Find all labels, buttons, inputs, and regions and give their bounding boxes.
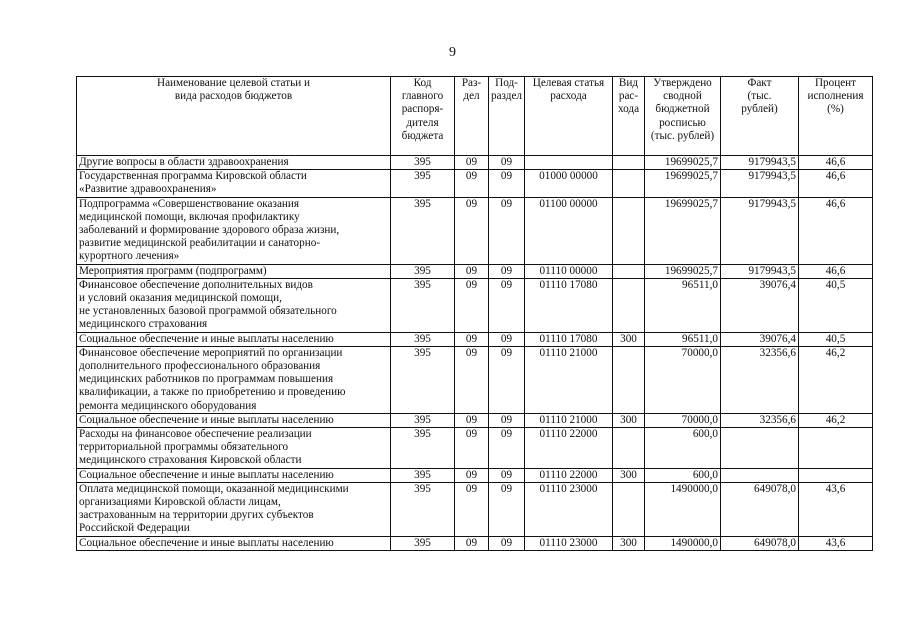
cell-code: 395	[391, 428, 455, 469]
cell-name: Социальное обеспечение и иные выплаты населению	[77, 536, 391, 550]
cell-name: Социальное обеспечение и иные выплаты населению	[77, 468, 391, 482]
cell-expense-type: 300	[613, 468, 645, 482]
cell-expense-type	[613, 197, 645, 264]
cell-target-item: 01110 23000	[525, 482, 613, 536]
cell-expense-type	[613, 482, 645, 536]
cell-expense-type	[613, 278, 645, 332]
cell-fact	[721, 428, 799, 469]
cell-percent: 40,5	[799, 278, 873, 332]
header-target-item: Целевая статья расхода	[525, 77, 613, 156]
cell-expense-type	[613, 170, 645, 197]
cell-percent: 46,6	[799, 197, 873, 264]
table-row	[77, 170, 873, 197]
page-number: 9	[449, 45, 456, 60]
header-approved: Утверждено сводной бюджетной росписью (тыс. рублей)	[645, 77, 721, 156]
cell-name: Другие вопросы в области здравоохранения	[77, 156, 391, 170]
cell-subsection: 09	[489, 197, 525, 264]
cell-code: 395	[391, 482, 455, 536]
table-row	[77, 156, 873, 170]
cell-expense-type	[613, 428, 645, 469]
cell-name: Расходы на финансовое обеспечение реализации территориальной программы обязательного медицинского страхования Кировской области	[77, 428, 391, 469]
table-row	[77, 346, 873, 413]
cell-expense-type	[613, 346, 645, 413]
cell-approved: 70000,0	[645, 413, 721, 427]
header-name: Наименование целевой статьи и вида расходов бюджетов	[77, 77, 391, 156]
cell-code: 395	[391, 278, 455, 332]
cell-fact: 32356,6	[721, 346, 799, 413]
cell-target-item: 01110 22000	[525, 428, 613, 469]
cell-name: Финансовое обеспечение дополнительных видов и условий оказания медицинской помощи, не установленных базовой программой обязательного медицинского страхования	[77, 278, 391, 332]
cell-fact: 9179943,5	[721, 264, 799, 278]
cell-expense-type: 300	[613, 413, 645, 427]
cell-percent: 40,5	[799, 332, 873, 346]
cell-target-item: 01110 00000	[525, 264, 613, 278]
cell-section: 09	[455, 346, 489, 413]
table-row	[77, 413, 873, 427]
cell-percent: 46,2	[799, 413, 873, 427]
cell-percent	[799, 468, 873, 482]
cell-fact: 649078,0	[721, 536, 799, 550]
cell-subsection: 09	[489, 170, 525, 197]
table-row	[77, 536, 873, 550]
cell-name: Социальное обеспечение и иные выплаты населению	[77, 413, 391, 427]
cell-fact: 32356,6	[721, 413, 799, 427]
table-row	[77, 332, 873, 346]
cell-target-item: 01110 22000	[525, 468, 613, 482]
cell-section: 09	[455, 156, 489, 170]
cell-name: Подпрограмма «Совершенствование оказания медицинской помощи, включая профилактику заболеваний и формирование здорового образа жизни, развитие медицинской реабилитации и санаторно- курортного лечения»	[77, 197, 391, 264]
cell-target-item: 01110 17080	[525, 332, 613, 346]
cell-approved: 96511,0	[645, 278, 721, 332]
cell-section: 09	[455, 264, 489, 278]
cell-subsection: 09	[489, 413, 525, 427]
cell-percent: 46,6	[799, 156, 873, 170]
table-row	[77, 264, 873, 278]
cell-subsection: 09	[489, 468, 525, 482]
cell-approved: 19699025,7	[645, 264, 721, 278]
cell-fact: 649078,0	[721, 482, 799, 536]
cell-subsection: 09	[489, 482, 525, 536]
cell-fact	[721, 468, 799, 482]
cell-code: 395	[391, 332, 455, 346]
cell-subsection: 09	[489, 346, 525, 413]
cell-approved: 19699025,7	[645, 170, 721, 197]
budget-table	[76, 76, 873, 551]
cell-target-item: 01000 00000	[525, 170, 613, 197]
cell-approved: 19699025,7	[645, 156, 721, 170]
cell-code: 395	[391, 197, 455, 264]
cell-fact: 39076,4	[721, 278, 799, 332]
cell-fact: 39076,4	[721, 332, 799, 346]
cell-expense-type: 300	[613, 536, 645, 550]
cell-section: 09	[455, 482, 489, 536]
cell-fact: 9179943,5	[721, 156, 799, 170]
table-row	[77, 482, 873, 536]
cell-target-item: 01110 21000	[525, 346, 613, 413]
cell-subsection: 09	[489, 156, 525, 170]
cell-approved: 70000,0	[645, 346, 721, 413]
cell-code: 395	[391, 264, 455, 278]
header-subsection: Под- раздел	[489, 77, 525, 156]
cell-code: 395	[391, 156, 455, 170]
cell-approved: 96511,0	[645, 332, 721, 346]
cell-subsection: 09	[489, 264, 525, 278]
cell-name: Оплата медицинской помощи, оказанной медицинскими организациями Кировской области лицам, застрахованным на территории других субъектов Российской Федерации	[77, 482, 391, 536]
cell-subsection: 09	[489, 278, 525, 332]
table-row	[77, 278, 873, 332]
cell-target-item	[525, 156, 613, 170]
cell-approved: 600,0	[645, 428, 721, 469]
cell-target-item: 01110 21000	[525, 413, 613, 427]
cell-approved: 600,0	[645, 468, 721, 482]
table-row	[77, 197, 873, 264]
cell-section: 09	[455, 468, 489, 482]
cell-subsection: 09	[489, 428, 525, 469]
header-row	[77, 77, 873, 156]
cell-percent: 43,6	[799, 536, 873, 550]
cell-name: Социальное обеспечение и иные выплаты населению	[77, 332, 391, 346]
cell-approved: 1490000,0	[645, 482, 721, 536]
cell-subsection: 09	[489, 536, 525, 550]
cell-percent: 46,6	[799, 170, 873, 197]
cell-name: Государственная программа Кировской области «Развитие здравоохранения»	[77, 170, 391, 197]
cell-target-item: 01100 00000	[525, 197, 613, 264]
cell-section: 09	[455, 332, 489, 346]
header-section: Раз- дел	[455, 77, 489, 156]
cell-subsection: 09	[489, 332, 525, 346]
cell-percent: 46,2	[799, 346, 873, 413]
cell-expense-type: 300	[613, 332, 645, 346]
cell-section: 09	[455, 197, 489, 264]
cell-fact: 9179943,5	[721, 197, 799, 264]
cell-section: 09	[455, 413, 489, 427]
cell-code: 395	[391, 468, 455, 482]
cell-code: 395	[391, 170, 455, 197]
cell-expense-type	[613, 264, 645, 278]
cell-expense-type	[613, 156, 645, 170]
cell-code: 395	[391, 413, 455, 427]
cell-percent	[799, 428, 873, 469]
cell-percent: 46,6	[799, 264, 873, 278]
cell-target-item: 01110 23000	[525, 536, 613, 550]
cell-code: 395	[391, 346, 455, 413]
header-percent: Процент исполнения (%)	[799, 77, 873, 156]
cell-approved: 19699025,7	[645, 197, 721, 264]
cell-name: Мероприятия программ (подпрограмм)	[77, 264, 391, 278]
header-fact: Факт (тыс. рублей)	[721, 77, 799, 156]
cell-name: Финансовое обеспечение мероприятий по организации дополнительного профессионального образования медицинских работников по программам повышения квалификации, а также по приобретению и проведению ремонта медицинского оборудования	[77, 346, 391, 413]
cell-target-item: 01110 17080	[525, 278, 613, 332]
cell-section: 09	[455, 428, 489, 469]
cell-section: 09	[455, 278, 489, 332]
cell-approved: 1490000,0	[645, 536, 721, 550]
cell-section: 09	[455, 170, 489, 197]
cell-section: 09	[455, 536, 489, 550]
header-code: Код главного распоря- дителя бюджета	[391, 77, 455, 156]
table-row	[77, 468, 873, 482]
table-row	[77, 428, 873, 469]
cell-code: 395	[391, 536, 455, 550]
header-expense-type: Вид рас- хода	[613, 77, 645, 156]
cell-fact: 9179943,5	[721, 170, 799, 197]
cell-percent: 43,6	[799, 482, 873, 536]
table-body	[77, 156, 873, 551]
